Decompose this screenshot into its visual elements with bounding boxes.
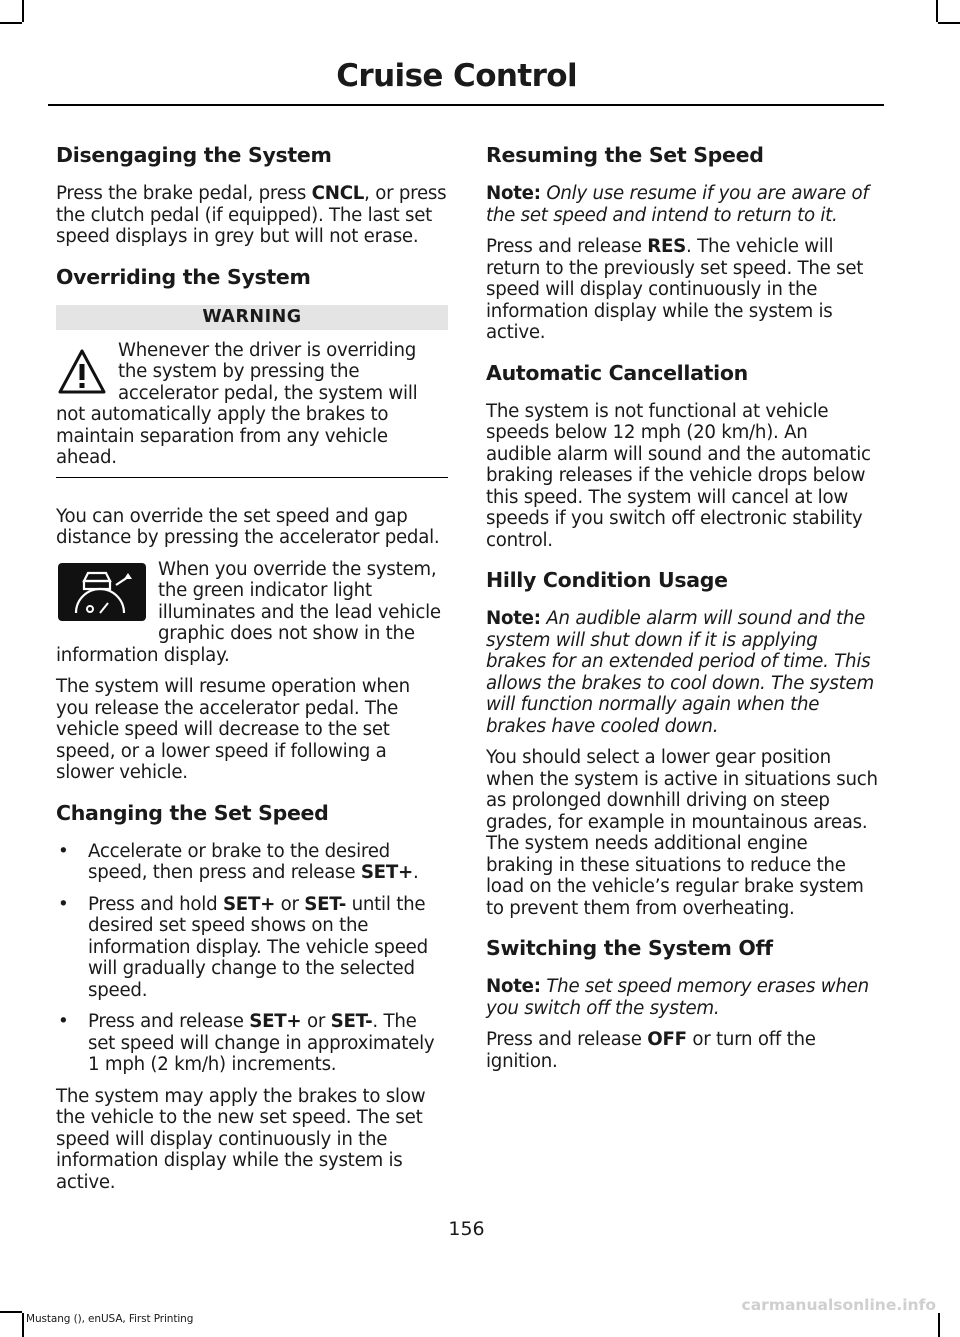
override-paragraph-1: You can override the set speed and gap distance by pressing the accelerator pedal. (56, 505, 440, 548)
change-speed-paragraph: The system may apply the brakes to slow the vehicle to the new set speed. The set speed will display continuously in the information display while the system is active. (56, 1085, 426, 1193)
crop-mark (22, 0, 24, 22)
list-item: • Press and release SET+ or SET-. The set speed will change in approximately 1 mph (2 km/h) increments. (56, 1011, 448, 1076)
hilly-paragraph: You should select a lower gear position when the system is active in situations such as prolonged downhill driving on steep grades, for example in mountainous areas. The system needs additional engine braking in these situations to reduce the load on the vehicle’s regular brake system to prevent them from overheating. (486, 747, 878, 919)
crop-mark (936, 0, 938, 22)
override-indicator-block (56, 559, 448, 667)
warning-label: WARNING (56, 305, 448, 330)
heading-overriding: Overriding the System (56, 264, 311, 289)
page-title: Cruise Control (336, 58, 577, 94)
header-rule (48, 104, 884, 106)
watermark: carmanualsonline.info (741, 1296, 936, 1314)
heading-switching-off: Switching the System Off (486, 936, 773, 960)
list-item: • Press and hold SET+ or SET- until the desired set speed shows on the information display. The vehicle speed will gradually change to the selected speed. (56, 894, 448, 1002)
crop-mark (0, 1311, 22, 1313)
crop-mark (22, 1313, 24, 1337)
page-number: 156 (448, 1218, 485, 1240)
heading-resuming: Resuming the Set Speed (486, 143, 764, 167)
heading-disengaging: Disengaging the System (56, 143, 332, 167)
warning-box (56, 305, 448, 478)
heading-changing: Changing the Set Speed (56, 800, 329, 825)
right-column (486, 142, 878, 1082)
crop-mark (0, 22, 22, 24)
warning-text: Whenever the driver is overriding the system by pressing the accelerator pedal, the system will not automatically apply the brakes to maintain separation from any vehicle ahead. (56, 339, 418, 468)
hilly-note: Note: An audible alarm will sound and the system will shut down if it is applying brakes for an extended period of time. This allows the brakes to cool down. The system will function normally again when the brakes have cooled down. (486, 608, 874, 737)
off-note: Note: The set speed memory erases when you switch off the system. (486, 976, 869, 1019)
left-column (56, 142, 448, 1203)
crop-mark (938, 22, 960, 24)
override-paragraph-3: The system will resume operation when you release the accelerator pedal. The vehicle speed will decrease to the set speed, or a lower speed if following a slower vehicle. (56, 676, 410, 783)
resume-paragraph: Press and release RES. The vehicle will return to the previously set speed. The set speed will display continuously in the information display while the system is active. (486, 236, 864, 343)
warning-triangle-icon (58, 348, 106, 396)
auto-cancel-paragraph: The system is not functional at vehicle speeds below 12 mph (20 km/h). An audible alarm will sound and the automatic braking releases if the vehicle drops below this speed. The system will cancel at low speeds if you switch off electronic stability control. (486, 400, 871, 551)
heading-automatic-cancellation: Automatic Cancellation (486, 360, 748, 385)
lead-vehicle-indicator-icon (58, 563, 146, 621)
footer-edition: Mustang (), enUSA, First Printing (26, 1313, 194, 1325)
crop-mark (938, 1313, 940, 1337)
heading-hilly: Hilly Condition Usage (486, 568, 728, 592)
disengage-paragraph: Press the brake pedal, press CNCL, or press the clutch pedal (if equipped). The last set speed displays in grey but will not erase. (56, 183, 447, 247)
resume-note: Note: Only use resume if you are aware of the set speed and intend to return to it. (486, 183, 869, 226)
off-paragraph: Press and release OFF or turn off the ignition. (486, 1029, 816, 1072)
list-item: • Accelerate or brake to the desired speed, then press and release SET+. (56, 841, 448, 884)
change-speed-list (56, 841, 448, 1076)
override-paragraph-2: When you override the system, the green indicator light illuminates and the lead vehicle graphic does not show in the information display. (56, 558, 441, 666)
